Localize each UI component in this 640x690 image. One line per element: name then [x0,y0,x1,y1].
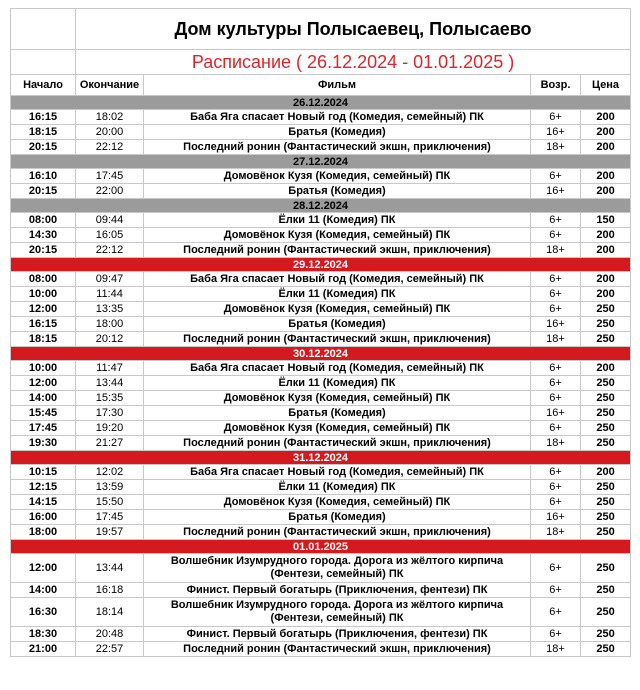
session-age: 6+ [531,391,581,406]
session-row [11,169,631,184]
session-row [11,243,631,258]
session-row [11,361,631,376]
session-start: 14:30 [11,228,76,243]
column-header-film: Фильм [144,75,531,96]
subtitle-row [11,50,631,75]
session-film: Домовёнок Кузя (Комедия, семейный) ПК [144,302,531,317]
session-price: 250 [581,317,631,332]
session-end: 13:59 [76,480,144,495]
column-header-end: Окончание [76,75,144,96]
session-age: 6+ [531,287,581,302]
session-row [11,525,631,540]
session-age: 6+ [531,376,581,391]
session-start: 15:45 [11,406,76,421]
session-film: Последний ронин (Фантастический экшн, приключения) [144,525,531,540]
session-price: 200 [581,228,631,243]
page-subtitle: Расписание ( 26.12.2024 - 01.01.2025 ) [76,50,631,75]
session-start: 16:30 [11,598,76,627]
session-price: 200 [581,243,631,258]
session-age: 16+ [531,125,581,140]
title-row [11,9,631,50]
title-spacer [11,9,76,50]
session-end: 22:00 [76,184,144,199]
session-row [11,554,631,583]
session-age: 18+ [531,642,581,657]
session-age: 18+ [531,332,581,347]
session-film: Ёлки 11 (Комедия) ПК [144,480,531,495]
session-film: Последний ронин (Фантастический экшн, приключения) [144,436,531,451]
session-price: 250 [581,376,631,391]
session-price: 250 [581,421,631,436]
session-start: 10:00 [11,287,76,302]
session-row [11,213,631,228]
session-price: 250 [581,510,631,525]
session-end: 22:12 [76,140,144,155]
session-price: 200 [581,465,631,480]
session-start: 12:00 [11,302,76,317]
session-age: 18+ [531,140,581,155]
day-date: 28.12.2024 [11,199,631,213]
session-film: Волшебник Изумрудного города. Дорога из жёлтого кирпича (Фентези, семейный) ПК [144,554,531,583]
session-end: 18:00 [76,317,144,332]
day-date: 26.12.2024 [11,96,631,110]
session-end: 19:20 [76,421,144,436]
session-row [11,510,631,525]
session-price: 250 [581,391,631,406]
day-date: 01.01.2025 [11,540,631,554]
session-price: 200 [581,272,631,287]
subtitle-spacer [11,50,76,75]
session-age: 6+ [531,302,581,317]
column-header-start: Начало [11,75,76,96]
session-price: 250 [581,436,631,451]
session-start: 17:45 [11,421,76,436]
session-start: 10:00 [11,361,76,376]
session-start: 12:00 [11,554,76,583]
page-title: Дом культуры Полысаевец, Полысаево [76,9,631,50]
session-end: 22:12 [76,243,144,258]
session-age: 6+ [531,169,581,184]
session-start: 14:00 [11,391,76,406]
session-start: 18:30 [11,627,76,642]
session-film: Ёлки 11 (Комедия) ПК [144,376,531,391]
session-start: 08:00 [11,213,76,228]
session-age: 6+ [531,421,581,436]
session-end: 13:44 [76,376,144,391]
session-end: 20:48 [76,627,144,642]
session-film: Братья (Комедия) [144,184,531,199]
session-row [11,627,631,642]
session-age: 6+ [531,110,581,125]
session-age: 6+ [531,480,581,495]
session-age: 6+ [531,554,581,583]
session-price: 200 [581,140,631,155]
session-age: 6+ [531,213,581,228]
session-row [11,228,631,243]
session-age: 16+ [531,317,581,332]
session-start: 16:15 [11,110,76,125]
session-age: 16+ [531,406,581,421]
session-price: 250 [581,302,631,317]
column-header-age: Возр. [531,75,581,96]
session-age: 18+ [531,243,581,258]
session-age: 16+ [531,184,581,199]
session-end: 09:47 [76,272,144,287]
schedule-body [11,9,631,657]
session-row [11,480,631,495]
session-end: 12:02 [76,465,144,480]
day-header-row [11,96,631,110]
session-price: 200 [581,184,631,199]
session-price: 200 [581,110,631,125]
session-start: 18:00 [11,525,76,540]
schedule-sheet [10,8,630,657]
session-start: 20:15 [11,243,76,258]
session-end: 09:44 [76,213,144,228]
session-price: 200 [581,361,631,376]
session-end: 18:02 [76,110,144,125]
session-row [11,583,631,598]
session-end: 16:18 [76,583,144,598]
session-price: 250 [581,480,631,495]
session-start: 16:15 [11,317,76,332]
session-end: 18:14 [76,598,144,627]
session-film: Финист. Первый богатырь (Приключения, фентези) ПК [144,627,531,642]
session-start: 08:00 [11,272,76,287]
session-end: 15:50 [76,495,144,510]
session-price: 250 [581,554,631,583]
session-age: 6+ [531,598,581,627]
session-price: 250 [581,627,631,642]
session-end: 20:00 [76,125,144,140]
session-row [11,287,631,302]
session-row [11,110,631,125]
session-row [11,495,631,510]
session-film: Последний ронин (Фантастический экшн, приключения) [144,332,531,347]
day-header-row [11,199,631,213]
day-header-row [11,347,631,361]
session-start: 20:15 [11,184,76,199]
session-film: Домовёнок Кузя (Комедия, семейный) ПК [144,421,531,436]
session-start: 10:15 [11,465,76,480]
session-end: 17:45 [76,510,144,525]
session-row [11,642,631,657]
session-film: Братья (Комедия) [144,406,531,421]
session-row [11,391,631,406]
session-price: 200 [581,169,631,184]
session-end: 16:05 [76,228,144,243]
schedule-table [10,8,631,657]
session-row [11,317,631,332]
day-header-row [11,540,631,554]
session-age: 18+ [531,525,581,540]
session-price: 250 [581,332,631,347]
session-price: 200 [581,125,631,140]
session-end: 13:44 [76,554,144,583]
session-price: 250 [581,583,631,598]
session-film: Волшебник Изумрудного города. Дорога из жёлтого кирпича (Фентези, семейный) ПК [144,598,531,627]
session-film: Последний ронин (Фантастический экшн, приключения) [144,243,531,258]
day-date: 27.12.2024 [11,155,631,169]
session-price: 200 [581,287,631,302]
session-row [11,125,631,140]
session-film: Последний ронин (Фантастический экшн, приключения) [144,140,531,155]
session-end: 19:57 [76,525,144,540]
session-start: 16:10 [11,169,76,184]
day-header-row [11,155,631,169]
session-row [11,184,631,199]
session-film: Баба Яга спасает Новый год (Комедия, семейный) ПК [144,465,531,480]
session-price: 250 [581,525,631,540]
day-date: 29.12.2024 [11,258,631,272]
session-film: Последний ронин (Фантастический экшн, приключения) [144,642,531,657]
session-start: 21:00 [11,642,76,657]
session-start: 16:00 [11,510,76,525]
day-date: 30.12.2024 [11,347,631,361]
session-end: 22:57 [76,642,144,657]
session-age: 16+ [531,510,581,525]
session-end: 11:44 [76,287,144,302]
session-age: 6+ [531,465,581,480]
session-price: 150 [581,213,631,228]
session-age: 18+ [531,436,581,451]
session-film: Баба Яга спасает Новый год (Комедия, семейный) ПК [144,272,531,287]
session-row [11,406,631,421]
column-header-price: Цена [581,75,631,96]
session-end: 17:45 [76,169,144,184]
day-header-row [11,451,631,465]
session-age: 6+ [531,361,581,376]
session-start: 14:15 [11,495,76,510]
session-start: 18:15 [11,332,76,347]
session-start: 12:00 [11,376,76,391]
session-start: 18:15 [11,125,76,140]
session-start: 12:15 [11,480,76,495]
session-start: 14:00 [11,583,76,598]
day-date: 31.12.2024 [11,451,631,465]
session-end: 11:47 [76,361,144,376]
session-age: 6+ [531,627,581,642]
session-age: 6+ [531,228,581,243]
session-film: Баба Яга спасает Новый год (Комедия, семейный) ПК [144,361,531,376]
session-price: 250 [581,406,631,421]
session-film: Баба Яга спасает Новый год (Комедия, семейный) ПК [144,110,531,125]
session-row [11,598,631,627]
session-start: 19:30 [11,436,76,451]
session-film: Домовёнок Кузя (Комедия, семейный) ПК [144,169,531,184]
session-film: Домовёнок Кузя (Комедия, семейный) ПК [144,391,531,406]
session-film: Домовёнок Кузя (Комедия, семейный) ПК [144,228,531,243]
session-film: Финист. Первый богатырь (Приключения, фентези) ПК [144,583,531,598]
session-row [11,376,631,391]
session-film: Братья (Комедия) [144,317,531,332]
session-end: 17:30 [76,406,144,421]
session-price: 250 [581,495,631,510]
session-end: 15:35 [76,391,144,406]
session-film: Домовёнок Кузя (Комедия, семейный) ПК [144,495,531,510]
session-row [11,140,631,155]
session-film: Братья (Комедия) [144,125,531,140]
session-age: 6+ [531,272,581,287]
header-row [11,75,631,96]
session-row [11,272,631,287]
session-end: 20:12 [76,332,144,347]
session-start: 20:15 [11,140,76,155]
session-end: 21:27 [76,436,144,451]
session-row [11,302,631,317]
session-row [11,465,631,480]
session-film: Ёлки 11 (Комедия) ПК [144,213,531,228]
session-price: 250 [581,598,631,627]
session-price: 250 [581,642,631,657]
session-row [11,436,631,451]
session-film: Ёлки 11 (Комедия) ПК [144,287,531,302]
session-age: 6+ [531,495,581,510]
session-age: 6+ [531,583,581,598]
day-header-row [11,258,631,272]
session-end: 13:35 [76,302,144,317]
session-film: Братья (Комедия) [144,510,531,525]
session-row [11,332,631,347]
session-row [11,421,631,436]
